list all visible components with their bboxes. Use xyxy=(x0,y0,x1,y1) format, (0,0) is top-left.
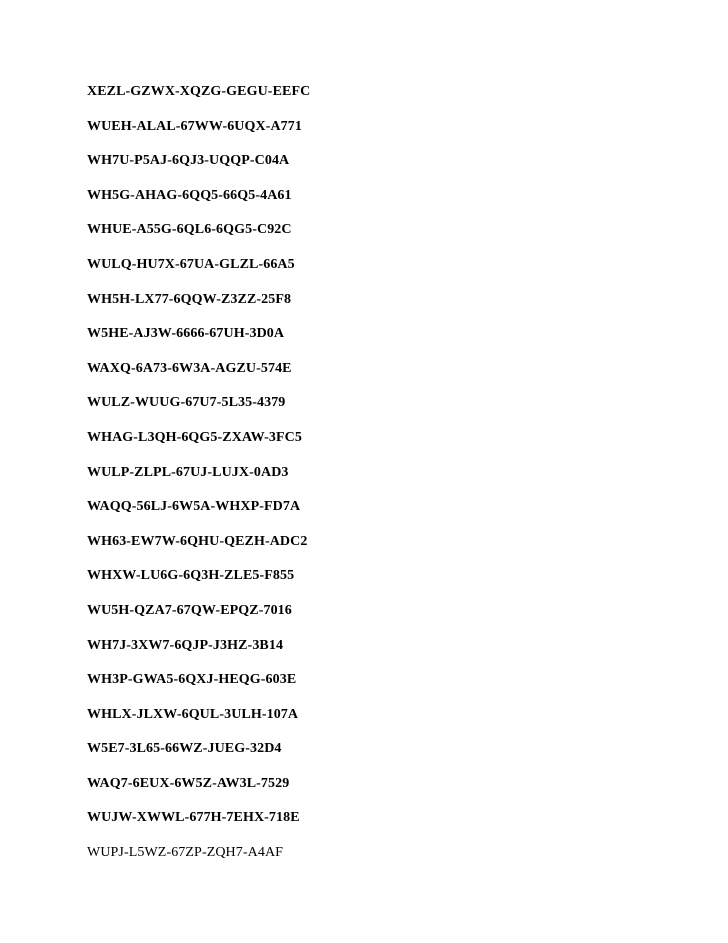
key-line: WHLX-JLXW-6QUL-3ULH-107A xyxy=(87,706,299,722)
key-line: WUEH-ALAL-67WW-6UQX-A771 xyxy=(87,118,302,134)
key-line: WHUE-A55G-6QL6-6QG5-C92C xyxy=(87,222,292,238)
key-line: WH63-EW7W-6QHU-QEZH-ADC2 xyxy=(87,533,308,549)
key-line: WHAG-L3QH-6QG5-ZXAW-3FC5 xyxy=(87,429,302,445)
key-line: XEZL-GZWX-XQZG-GEGU-EEFC xyxy=(87,84,311,99)
key-line: WULP-ZLPL-67UJ-LUJX-0AD3 xyxy=(87,464,289,480)
key-line: WH3P-GWA5-6QXJ-HEQG-603E xyxy=(87,672,297,688)
key-line: W5E7-3L65-66WZ-JUEG-32D4 xyxy=(87,741,282,757)
key-line: WHXW-LU6G-6Q3H-ZLE5-F855 xyxy=(87,568,295,584)
key-line: W5HE-AJ3W-6666-67UH-3D0A xyxy=(87,326,285,342)
key-line: WAXQ-6A73-6W3A-AGZU-574E xyxy=(87,360,292,376)
key-line: WAQQ-56LJ-6W5A-WHXP-FD7A xyxy=(87,499,301,515)
key-list xyxy=(87,83,310,879)
key-line: WUJW-XWWL-677H-7EHX-718E xyxy=(87,810,300,826)
key-line: WH7U-P5AJ-6QJ3-UQQP-C04A xyxy=(87,153,290,169)
key-line: WULQ-HU7X-67UA-GLZL-66A5 xyxy=(87,256,295,272)
key-line: WAQ7-6EUX-6W5Z-AW3L-7529 xyxy=(87,775,290,791)
key-line: WU5H-QZA7-67QW-EPQZ-7016 xyxy=(87,602,292,618)
key-line: WUPJ-L5WZ-67ZP-ZQH7-A4AF xyxy=(87,845,284,861)
key-line: WH7J-3XW7-6QJP-J3HZ-3B14 xyxy=(87,637,284,653)
key-line: WH5H-LX77-6QQW-Z3ZZ-25F8 xyxy=(87,291,292,307)
key-line: WH5G-AHAG-6QQ5-66Q5-4A61 xyxy=(87,187,292,203)
key-line: WULZ-WUUG-67U7-5L35-4379 xyxy=(87,395,286,411)
